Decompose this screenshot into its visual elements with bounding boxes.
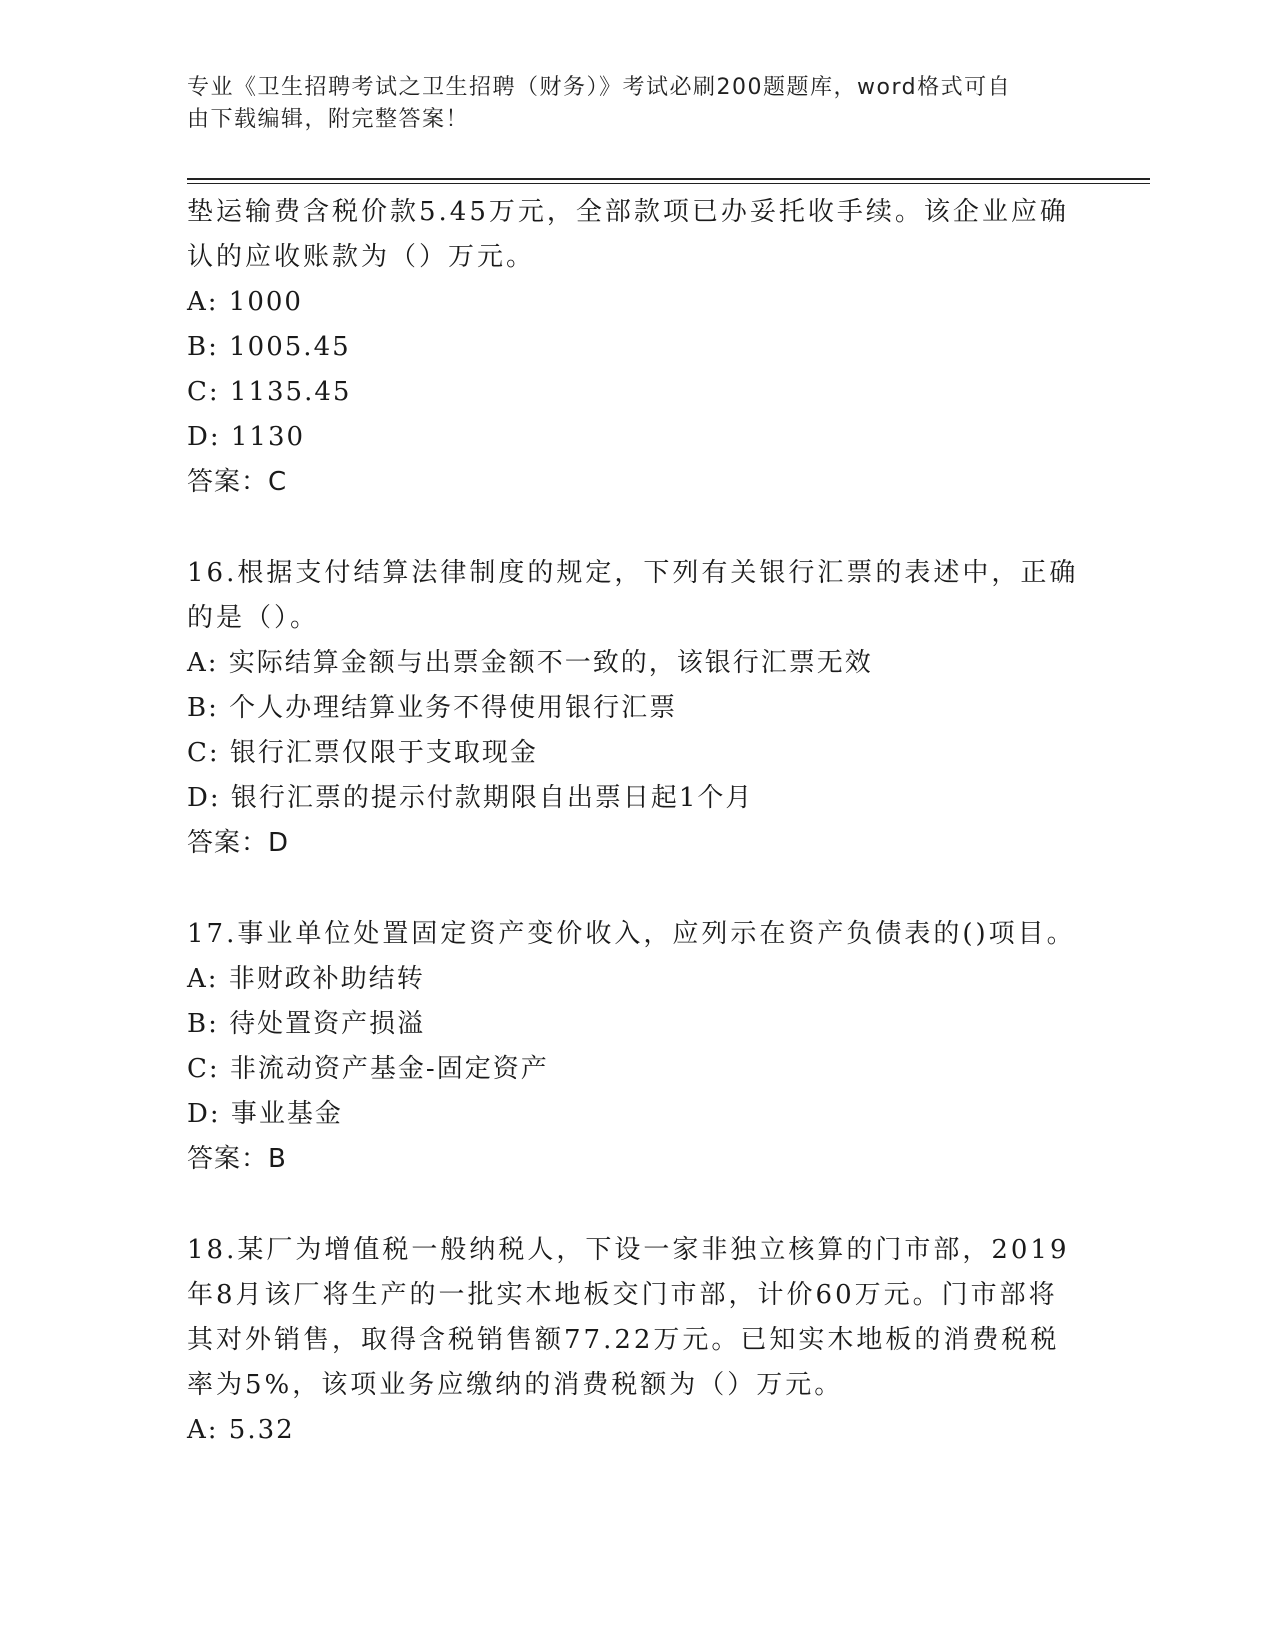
option-c: C: 银行汇票仅限于支取现金 xyxy=(187,738,538,768)
question-text-line: 率为5%，该项业务应缴纳的消费税额为（）万元。 xyxy=(187,1370,844,1400)
option-d: D: 1130 xyxy=(187,422,306,452)
header-rule-thick xyxy=(187,178,1150,180)
question-text-line: 其对外销售，取得含税销售额77.22万元。已知实木地板的消费税税 xyxy=(187,1325,1060,1355)
option-d: D: 银行汇票的提示付款期限自出票日起1个月 xyxy=(187,783,754,813)
question-17 xyxy=(187,912,1087,1182)
option-a: A: 5.32 xyxy=(187,1415,295,1445)
option-a: A: 实际结算金额与出票金额不一致的，该银行汇票无效 xyxy=(187,648,873,678)
question-15-continued xyxy=(187,190,1087,505)
option-a: A: 非财政补助结转 xyxy=(187,964,425,994)
question-text-line: 认的应收账款为（）万元。 xyxy=(187,242,536,272)
question-text-line: 17.事业单位处置固定资产变价收入，应列示在资产负债表的()项目。 xyxy=(187,919,1076,949)
question-text-line: 18.某厂为增值税一般纳税人，下设一家非独立核算的门市部，2019 xyxy=(187,1235,1070,1265)
question-16 xyxy=(187,551,1087,866)
question-text-line: 的是（）。 xyxy=(187,603,320,633)
header-rule-thin xyxy=(187,183,1150,184)
option-c: C: 1135.45 xyxy=(187,377,352,407)
question-text-line: 垫运输费含税价款5.45万元，全部款项已办妥托收手续。该企业应确 xyxy=(187,197,1069,227)
option-d: D: 事业基金 xyxy=(187,1099,343,1129)
option-c: C: 非流动资产基金-固定资产 xyxy=(187,1054,549,1084)
option-a: A: 1000 xyxy=(187,287,303,317)
question-text-line: 年8月该厂将生产的一批实木地板交门市部，计价60万元。门市部将 xyxy=(187,1280,1058,1310)
option-b: B: 个人办理结算业务不得使用银行汇票 xyxy=(187,693,678,723)
answer: 答案：C xyxy=(187,467,288,497)
question-text-line: 16.根据支付结算法律制度的规定，下列有关银行汇票的表述中，正确 xyxy=(187,558,1079,588)
document-header xyxy=(187,72,1067,136)
option-b: B: 待处置资产损溢 xyxy=(187,1009,426,1039)
header-line-1: 专业《卫生招聘考试之卫生招聘（财务）》考试必刷200题题库，word格式可自 xyxy=(187,75,1012,100)
header-line-2: 由下载编辑，附完整答案！ xyxy=(187,107,470,132)
question-list xyxy=(187,190,1087,1453)
question-18 xyxy=(187,1228,1087,1453)
answer: 答案：B xyxy=(187,1144,287,1174)
answer: 答案：D xyxy=(187,828,290,858)
option-b: B: 1005.45 xyxy=(187,332,351,362)
